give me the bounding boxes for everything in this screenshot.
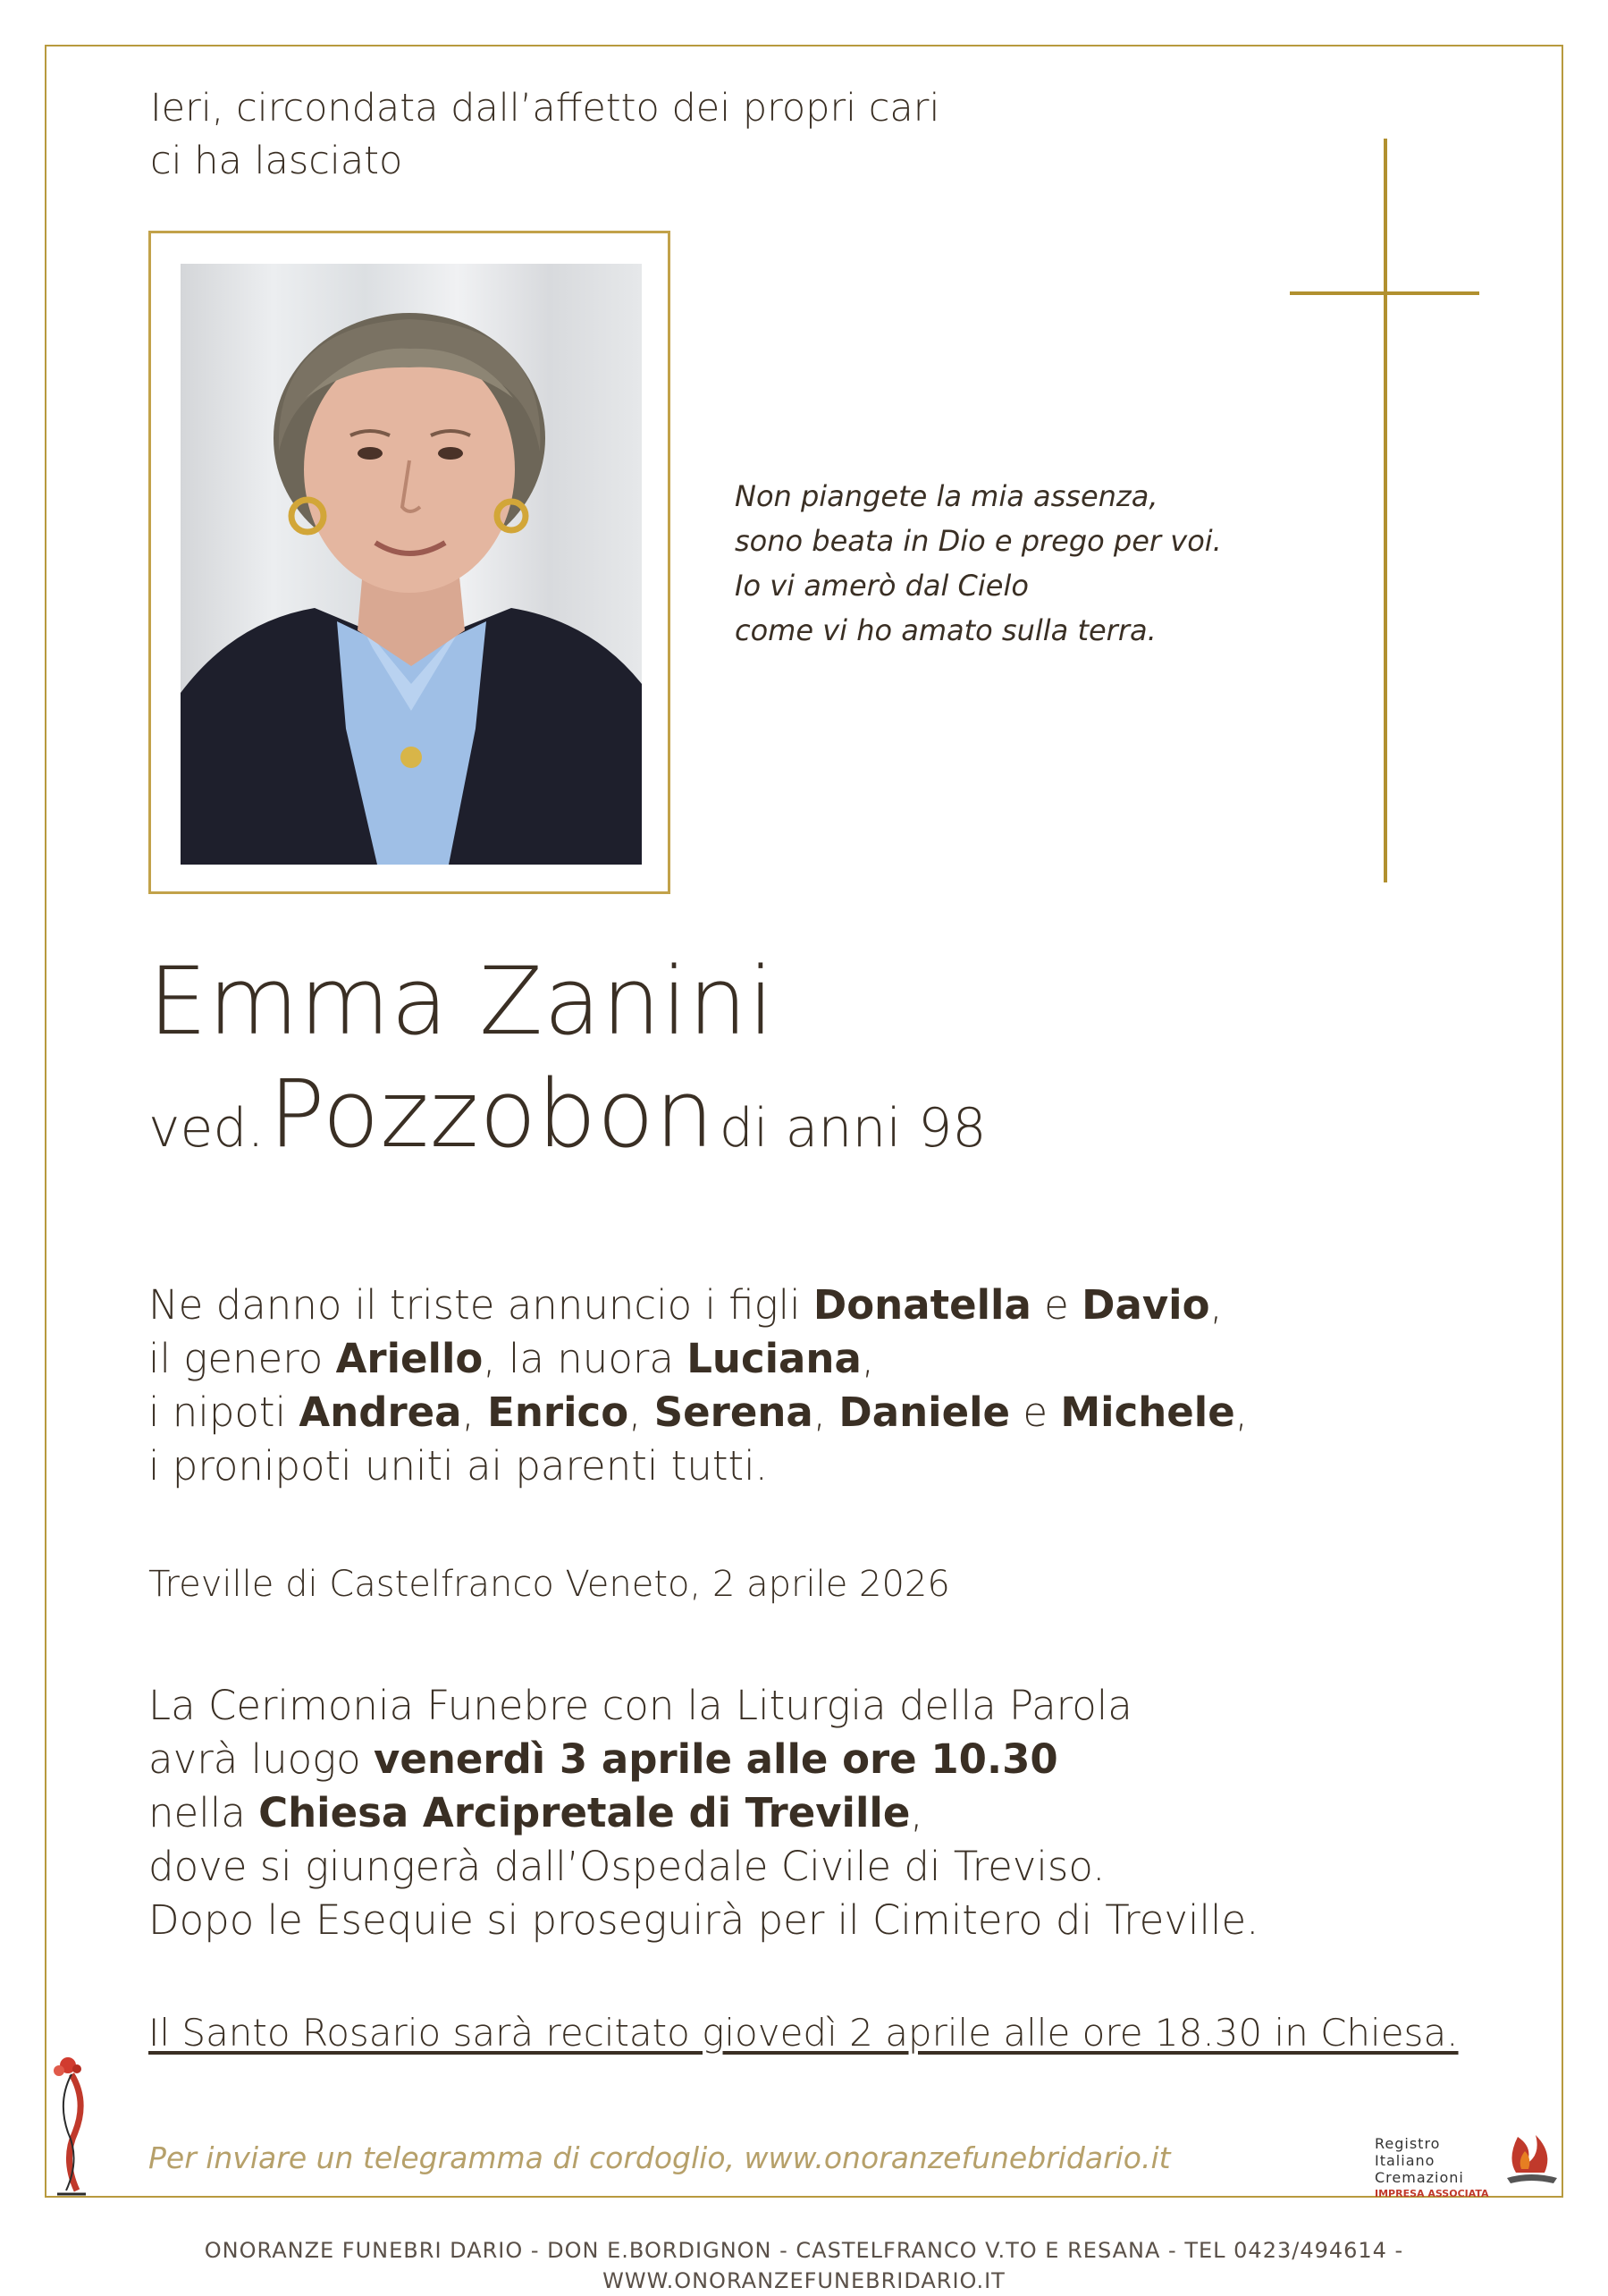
child-name: Donatella: [812, 1281, 1031, 1329]
ceremony-line-3: nella Chiesa Arcipretale di Treville,: [148, 1789, 923, 1836]
place-and-date: Treville di Castelfranco Veneto, 2 aprile 2026: [148, 1564, 950, 1605]
quote-line-2: sono beata in Dio e prego per voi.: [735, 524, 1222, 558]
registro-cremazioni-logo: [1375, 2128, 1562, 2198]
ceremony-line-2: avrà luogo venerdì 3 aprile alle ore 10.30: [148, 1735, 1058, 1783]
announcement-line-3: i nipoti Andrea, Enrico, Serena, Daniele e Michele,: [148, 1389, 1249, 1436]
cross-vertical-bar: [1384, 139, 1387, 882]
quote-line-1: Non piangete la mia assenza,: [735, 479, 1158, 513]
deceased-name: Emma Zanini: [148, 947, 775, 1056]
ceremony-line-5: Dopo le Esequie si proseguirà per il Cimitero di Treville.: [148, 1896, 1259, 1944]
daughter-in-law-name: Luciana: [686, 1335, 862, 1382]
grandchild-name: Daniele: [838, 1389, 1011, 1436]
announcement-line-2: il genero Ariello, la nuora Luciana,: [148, 1335, 875, 1382]
portrait-illustration: [181, 264, 642, 865]
intro-line-2: ci ha lasciato: [150, 139, 403, 183]
rosary-notice: Il Santo Rosario sarà recitato giovedì 2 aprile alle ore 18.30 in Chiesa.: [148, 2011, 1459, 2055]
announcement-text: [148, 1279, 1400, 1493]
deceased-married-name: [148, 1059, 987, 1169]
grandchild-name: Michele: [1060, 1389, 1235, 1436]
ceremony-line-4: dove si giungerà dall’Ospedale Civile di Treviso.: [148, 1843, 1106, 1890]
son-in-law-name: Ariello: [335, 1335, 484, 1382]
child-name: Davio: [1082, 1281, 1210, 1329]
telegram-link-text[interactable]: Per inviare un telegramma di cordoglio, www.onoranzefunebridario.it: [148, 2140, 1171, 2175]
footer-contact: ONORANZE FUNEBRI DARIO - DON E.BORDIGNON - CASTELFRANCO V.TO E RESANA - TEL 0423/494614 - WWW.ONORANZEFUNEBRIDARIO.IT: [204, 2238, 1404, 2293]
logo-text: Registro Italiano Cremazioni: [1375, 2135, 1464, 2186]
announcement-line-1: Ne danno il triste annuncio i figli Donatella e Davio,: [148, 1281, 1223, 1329]
portrait-photo: [181, 264, 642, 865]
quote-line-4: come vi ho amato sulla terra.: [735, 613, 1157, 647]
married-surname: Pozzobon: [268, 1059, 715, 1169]
ceremony-church: Chiesa Arcipretale di Treville: [258, 1789, 911, 1836]
grandchild-name: Serena: [653, 1389, 813, 1436]
grandchild-name: Andrea: [299, 1389, 462, 1436]
cross-horizontal-bar: [1290, 291, 1479, 295]
announcement-line-4: i pronipoti uniti ai parenti tutti.: [148, 1442, 768, 1490]
flame-icon: [1500, 2128, 1562, 2187]
widow-prefix: ved.: [148, 1097, 265, 1160]
ceremony-time: venerdì 3 aprile alle ore 10.30: [373, 1735, 1058, 1783]
grandchild-name: Enrico: [487, 1389, 629, 1436]
quote-line-3: Io vi amerò dal Cielo: [735, 569, 1029, 603]
intro-line-1: Ieri, circondata dall’affetto dei propri cari: [150, 86, 940, 131]
portrait-frame: [148, 231, 670, 894]
ceremony-details: [148, 1679, 1444, 1947]
intro-text: [150, 82, 1044, 188]
poppy-ribbon-icon: [45, 2047, 98, 2198]
deceased-age: di anni 98: [719, 1097, 987, 1160]
logo-associated-label: IMPRESA ASSOCIATA: [1375, 2188, 1489, 2199]
ceremony-line-1: La Cerimonia Funebre con la Liturgia della Parola: [148, 1682, 1132, 1729]
memorial-quote: [735, 474, 1235, 653]
